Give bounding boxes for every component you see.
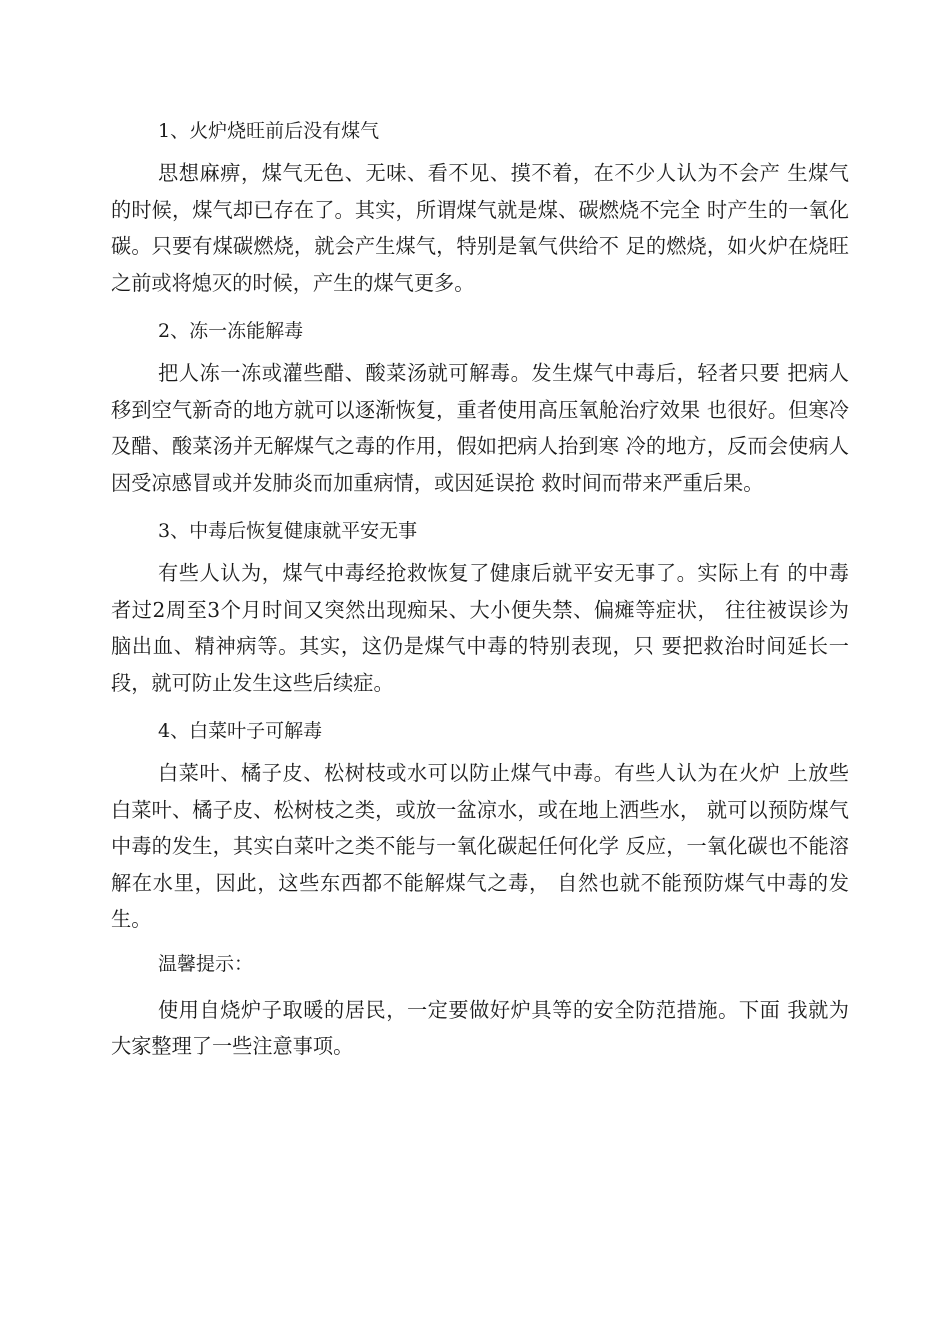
section-2-body: 把人冻一冻或灌些醋、酸菜汤就可解毒。发生煤气中毒后，轻者只要 把病人移到空气新奇的地方就可以逐渐恢复，重者使用高压氧舱治疗效果 也很好。但寒冷及醋、酸菜汤并无解煤气之毒的作用，假如把病人抬到寒 冷的地方，反而会使病人因受凉感冒或并发肺炎而加重病情，或因延误抢 救时间而带来严重后果。 bbox=[111, 361, 849, 495]
section-3-heading: 3、中毒后恢复健康就平安无事 bbox=[158, 520, 418, 542]
section-4-heading: 4、白菜叶子可解毒 bbox=[158, 720, 323, 742]
section-1-body: 思想麻痹，煤气无色、无味、看不见、摸不着，在不少人认为不会产 生煤气的时候，煤气却已存在了。其实，所谓煤气就是煤、碳燃烧不完全 时产生的一氧化碳。只要有煤碳燃烧，就会产生煤气，特别是氧气供给不 足的燃烧，如火炉在烧旺之前或将熄灭的时候，产生的煤气更多。 bbox=[111, 161, 849, 295]
section-4-body: 白菜叶、橘子皮、松树枝或水可以防止煤气中毒。有些人认为在火炉 上放些白菜叶、橘子皮、松树枝之类，或放一盆凉水，或在地上洒些水， 就可以预防煤气中毒的发生，其实白菜叶之类不能与一氧化碳起任何化学 反应，一氧化碳也不能溶解在水里，因此，这些东西都不能解煤气之毒， 自然也就不能预防煤气中毒的发生。 bbox=[111, 761, 849, 931]
section-3-body: 有些人认为，煤气中毒经抢救恢复了健康后就平安无事了。实际上有 的中毒者过2周至3个月时间又突然出现痴呆、大小便失禁、偏瘫等症状， 往往被误诊为脑出血、精神病等。其实，这仍是煤气中毒的特别表现，只 要把救治时间延长一段，就可防止发生这些后续症。 bbox=[111, 561, 849, 695]
tip-heading: 温馨提示： bbox=[158, 952, 254, 975]
document-page bbox=[111, 113, 849, 1077]
section-2-heading: 2、冻一冻能解毒 bbox=[158, 320, 304, 342]
section-1-heading: 1、火炉烧旺前后没有煤气 bbox=[158, 120, 380, 142]
tip-body: 使用自烧炉子取暖的居民，一定要做好炉具等的安全防范措施。下面 我就为大家整理了一些注意事项。 bbox=[111, 997, 849, 1058]
